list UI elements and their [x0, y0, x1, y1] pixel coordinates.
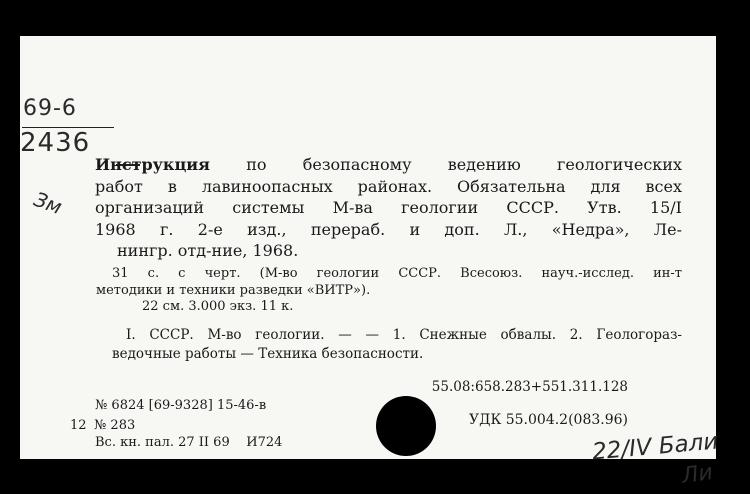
collation	[96, 266, 682, 299]
handwritten-note-2: Ли	[680, 459, 715, 490]
entry-line-1-text: по безопасному ведению геологических	[246, 155, 682, 174]
imprint-code: И724	[246, 435, 283, 450]
imprint-signed	[95, 435, 282, 450]
entry-line-5: нингр. отд-ние, 1968.	[117, 241, 299, 260]
collation-size: 22 см. 3.000 экз. 11 к.	[142, 299, 294, 314]
shelfmark-line1: 69-6	[23, 96, 77, 121]
imprint-order: № 6824 [69-9328] 15-46-в	[95, 398, 267, 413]
collation-line-1: 31 с. с черт. (М-во геологии СССР. Всесоюз. науч.-исслед. ин-т	[112, 266, 682, 281]
entry-line-4: 1968 г. 2-е изд., перераб. и доп. Л., «Недра», Ле-	[95, 219, 682, 239]
udk-classification: УДК 55.004.2(083.96)	[468, 412, 628, 428]
handwritten-note-1: 22/IV Бали	[591, 428, 720, 466]
bbk-classification: 55.08:658.283+551.311.128	[431, 379, 628, 395]
bibliographic-entry	[95, 154, 682, 262]
entry-title: Инструкция	[95, 155, 210, 174]
tracings	[112, 326, 682, 364]
tracings-line-1: I. СССР. М-во геологии. — — 1. Снежные обвалы. 2. Геологораз-	[126, 327, 682, 343]
tracings-line-2: ведочные работы — Техника безопасности.	[112, 346, 424, 362]
entry-line-1	[95, 154, 682, 176]
catalog-card	[20, 36, 720, 490]
imprint-number-12: 12	[70, 418, 87, 433]
imprint-number-283: № 283	[94, 418, 136, 433]
handwritten-scribble: Зм	[30, 186, 66, 220]
punch-hole	[376, 396, 436, 456]
shelfmark-line2: 2436	[20, 128, 91, 158]
entry-line-3: организаций системы М-ва геологии СССР. Утв. 15/I	[95, 198, 682, 217]
collation-line-2: методики и техники разведки «ВИТР»).	[96, 282, 371, 298]
imprint-signed-text: Вс. кн. пал. 27 II 69	[95, 435, 230, 450]
entry-line-2: работ в лавиноопасных районах. Обязательна для всех	[95, 176, 682, 196]
